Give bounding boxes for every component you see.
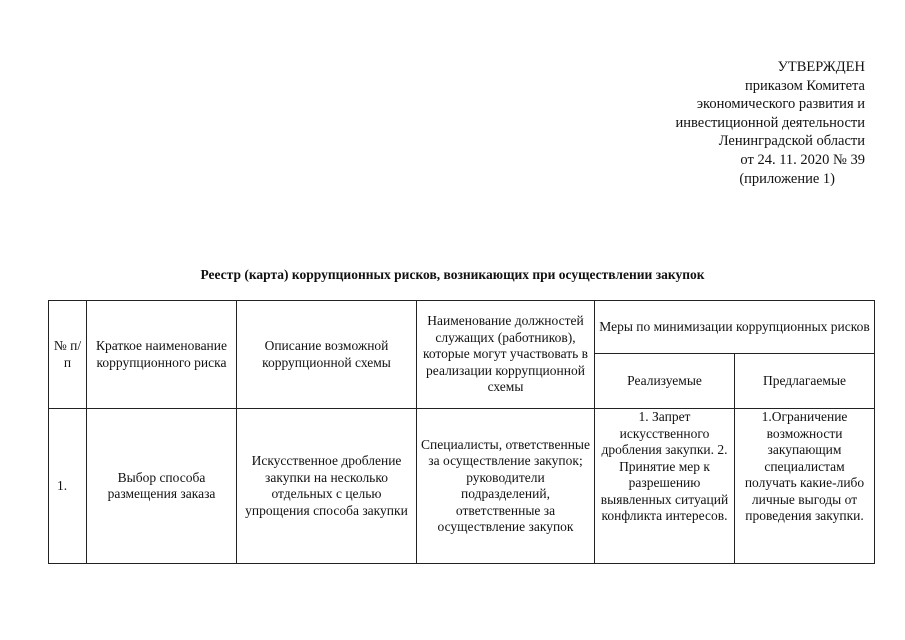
cell-implemented: 1. Запрет искусственного дробления закупки. 2. Принятие мер к разрешению выявленных ситуаций конфликта интересов. [595,409,735,564]
approval-order-line: Ленинградской области [718,133,865,150]
table-header-row [49,301,875,354]
cell-num: 1. [49,409,87,564]
header-proposed: Предлагаемые [735,354,875,409]
approval-heading: УТВЕРЖДЕН [777,59,865,75]
cell-scheme: Искусственное дробление закупки на несколько отдельных с целью упрощения способа закупки [237,409,417,564]
header-scheme: Описание возможной коррупционной схемы [237,301,417,409]
header-measures: Меры по минимизации коррупционных рисков [595,301,875,354]
cell-proposed: 1.Ограничение возможности закупающим специалистам получать какие-либо личные выгоды от проведения закупки. [735,409,875,564]
approval-appendix: (приложение 1) [739,170,835,187]
risk-register-table [48,300,875,564]
cell-risk: Выбор способа размещения заказа [87,409,237,564]
approval-order-line: экономического развития и [696,96,865,113]
header-implemented: Реализуемые [595,354,735,409]
header-risk: Краткое наименование коррупционного риска [87,301,237,409]
header-num: № п/п [49,301,87,409]
approval-date: от 24. 11. 2020 № 39 [740,151,865,168]
approval-block [605,58,865,188]
approval-order-line: приказом Комитета [744,77,865,94]
table-row [49,409,875,564]
cell-positions: Специалисты, ответственные за осуществление закупок; руководители подразделений, ответственные за осуществление закупок [417,409,595,564]
header-positions: Наименование должностей служащих (работников), которые могут участвовать в реализации коррупционной схемы [417,301,595,409]
document-title: Реестр (карта) коррупционных рисков, возникающих при осуществлении закупок [200,267,705,282]
approval-order-line: инвестиционной деятельности [675,114,865,131]
